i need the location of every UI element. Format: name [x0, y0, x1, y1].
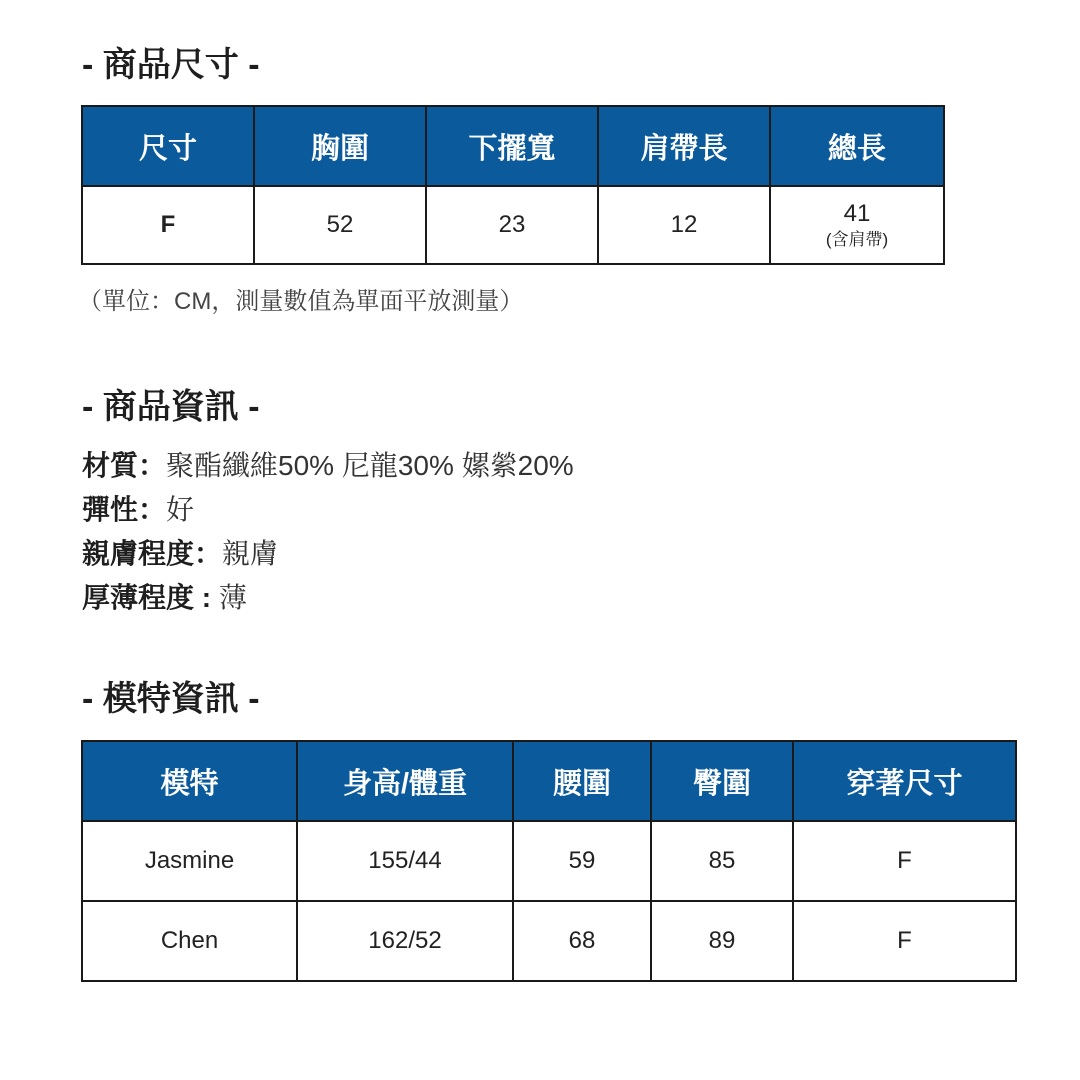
model-section-title: - 模特資訊 - — [82, 680, 260, 718]
info-value-skin-friendly: 親膚 — [222, 538, 279, 569]
header-size: 尺寸 — [82, 106, 254, 186]
info-key-thickness: 厚薄程度 : — [82, 582, 219, 613]
cell-hip: 89 — [651, 901, 793, 981]
info-value-thickness: 薄 — [218, 582, 247, 613]
info-key-material: 材質： — [82, 450, 167, 481]
model-table — [81, 740, 1017, 982]
cell-size: F — [82, 186, 254, 264]
cell-hip: 85 — [651, 821, 793, 901]
cell-worn-size: F — [793, 901, 1016, 981]
cell-worn-size: F — [793, 821, 1016, 901]
unit-note: （單位：CM，測量數值為單面平放測量） — [78, 288, 524, 315]
info-key-skin-friendly: 親膚程度： — [82, 538, 223, 569]
list-item — [82, 488, 574, 532]
list-item — [82, 532, 574, 576]
cell-strap-length: 12 — [598, 186, 770, 264]
header-height-weight: 身高/體重 — [297, 741, 513, 821]
info-section-title: - 商品資訊 - — [82, 388, 260, 426]
size-section-title: - 商品尺寸 - — [82, 46, 260, 84]
cell-model-name: Jasmine — [82, 821, 297, 901]
header-worn-size: 穿著尺寸 — [793, 741, 1016, 821]
total-length-note: (含肩帶) — [825, 230, 889, 249]
table-row — [82, 186, 944, 264]
info-list — [82, 444, 574, 620]
cell-chest: 52 — [254, 186, 426, 264]
total-length-value: 41 — [843, 200, 871, 227]
size-table-header-row — [82, 106, 944, 186]
cell-height-weight: 162/52 — [297, 901, 513, 981]
info-value-elasticity: 好 — [166, 494, 195, 525]
cell-model-name: Chen — [82, 901, 297, 981]
table-row — [82, 821, 1016, 901]
cell-total-length — [770, 186, 944, 264]
list-item — [82, 576, 574, 620]
header-hem-width: 下擺寬 — [426, 106, 598, 186]
cell-hem-width: 23 — [426, 186, 598, 264]
header-strap-length: 肩帶長 — [598, 106, 770, 186]
cell-waist: 59 — [513, 821, 651, 901]
header-hip: 臀圍 — [651, 741, 793, 821]
size-table — [81, 105, 945, 265]
header-chest: 胸圍 — [254, 106, 426, 186]
list-item — [82, 444, 574, 488]
cell-height-weight: 155/44 — [297, 821, 513, 901]
info-key-elasticity: 彈性： — [82, 494, 167, 525]
header-waist: 腰圍 — [513, 741, 651, 821]
header-model: 模特 — [82, 741, 297, 821]
info-value-material: 聚酯纖維50% 尼龍30% 嫘縈20% — [166, 450, 574, 481]
table-row — [82, 901, 1016, 981]
cell-waist: 68 — [513, 901, 651, 981]
header-total-length: 總長 — [770, 106, 944, 186]
model-table-header-row — [82, 741, 1016, 821]
